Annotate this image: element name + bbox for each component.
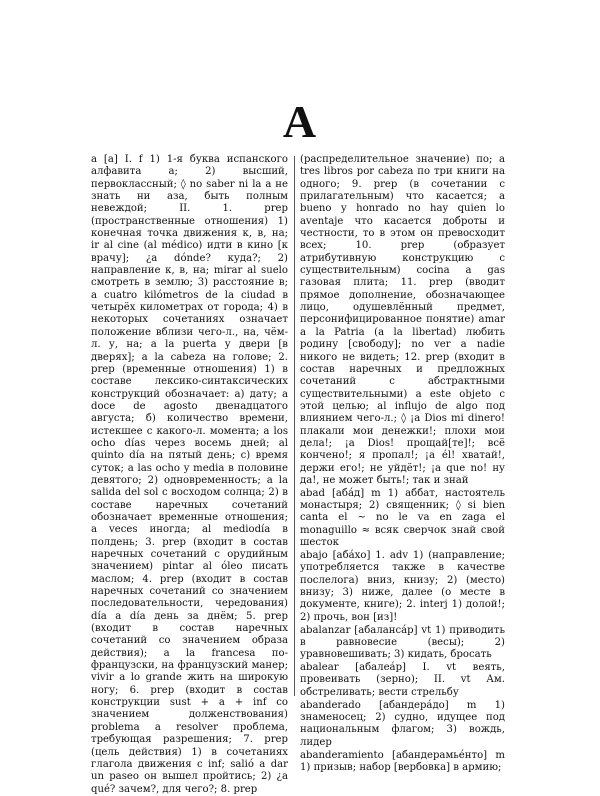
entry-abanderamiento: abanderamiento [абандерамье́нто] m 1) призыв; набор [вербовка] в армию; [300,749,505,773]
entry-abajo: abajo [аба́хо] 1. adv 1) (направление; употребляется также в качестве послелога) вниз, книзу; 2) (место) внизу; 3) ниже, далее (о месте в документе, книге); 2. interj 1) долой!; 2) прочь, вон [из]! [300,550,505,623]
entry-a-continued: (распределительное значение) по; a tres libros por cabeza по три книги на одного; 9. prep (в сочетании с прилагательным) что касается; a bueno y honrado no hay quien lo aventaje что касается доброты и честности, то в этом он превосходит всех; 10. prep (образует атрибутивную конструкцию с существительным) cocina a gas газовая плита; 11. prep (вводит прямое дополнение, обозначающее лицо, одушевлённый предмет, персонифицированное понятие) amar a la Patria (a la libertad) любить родину [свободу]; no ver a nadie никого не видеть; 12. prep (входит в состав наречных и предложных сочетаний с абстрактными существительными) a este objeto с этой целью; al influjo de algo под влиянием чего-л.; ◊ ¡a Dios mi dinero! плакали мои денежки!; плохи мои дела!; ¡a Dios! прощай[те]!; всё кончено!; я пропал!; ¡a él! хватай!, держи его!; не уйдёт!; ¡a que no! ну да!, не может быть!; так и знай [300,154,505,486]
left-column [91,154,288,796]
entry-abalear: abalear [абалеа́р] I. vt веять, провеивать (зерно); II. vt Ам. обстреливать; вести стрельбу [300,662,505,698]
entry-abad: abad [аба́д] m 1) аббат, настоятель монастыря; 2) священник; ◊ si bien canta el ~ no le va en zaga el monaguillo ≈ всяк сверчок знай свой шесток [300,487,505,549]
entry-a: a [a] I. f 1) 1-я буква испанского алфавита а; 2) высший, первоклассный; ◊ no saber ni la a не знать ни аза, быть полным невеждой; II. 1. prep (пространственные отношения) 1) конечная точка движения к, в, на; ir al cine (al médico) идти в кино [к врачу]; ¿a dónde? куда?; 2) направление к, в, на; mirar al suelo смотреть в землю; 3) расстояние в; a cuatro kilómetros de la ciudad в четырёх километрах от города; 4) в некоторых сочетаниях означает положение вблизи чего-л., на, чём-л. у, на; a la puerta у двери [в дверях]; a la cabeza на голове; 2. prep (временные отношения) 1) в составе лексико-синтаксических конструкций обозначает: a) дату; a doce de agosto двенадцатого августа; б) количество времени, истекшее с какого-л. момента; a los ocho días через восемь дней; al quinto día на пятый день; c) время суток; a las ocho y media в половине девятого; 2) одновременность; a la salida del sol с восходом солнца; 2) в составе наречных сочетаний обозначает временные отношения; a veces иногда; al mediodía в полдень; 3. prep (входит в состав наречных сочетаний с орудийным значением) pintar al óleo писать маслом; 4. prep (входит в состав наречных сочетаний со значением последовательности, чередования) día a día день за днём; 5. prep (входит в состав наречных сочетаний со значением образа действия); a la francesa по-французски, на французский манер; vivir a lo grande жить на широкую ногу; 6. prep (входит в состав конструкции sust + a + inf со значением долженствования) problema a resolver проблема, требующая разрешения; 7. prep (цель действия) 1) в сочетаниях глагола движения с inf; salió a dar un paseo он вышел пройтись; 2) ¿a qué? зачем?, для чего?; 8. prep [91,154,288,795]
column-divider [294,156,295,696]
section-letter-heading: A [282,96,318,147]
right-column [300,154,505,774]
entry-abalanzar: abalanzar [абаланса́р] vt 1) приводить в равновесие (весы); 2) уравновешивать; 3) кидать, бросать [300,624,505,661]
entry-abanderado: abanderado [абандера́до] m 1) знаменосец; 2) судно, идущее под национальным флагом; 3) вождь, лидер [300,699,505,748]
